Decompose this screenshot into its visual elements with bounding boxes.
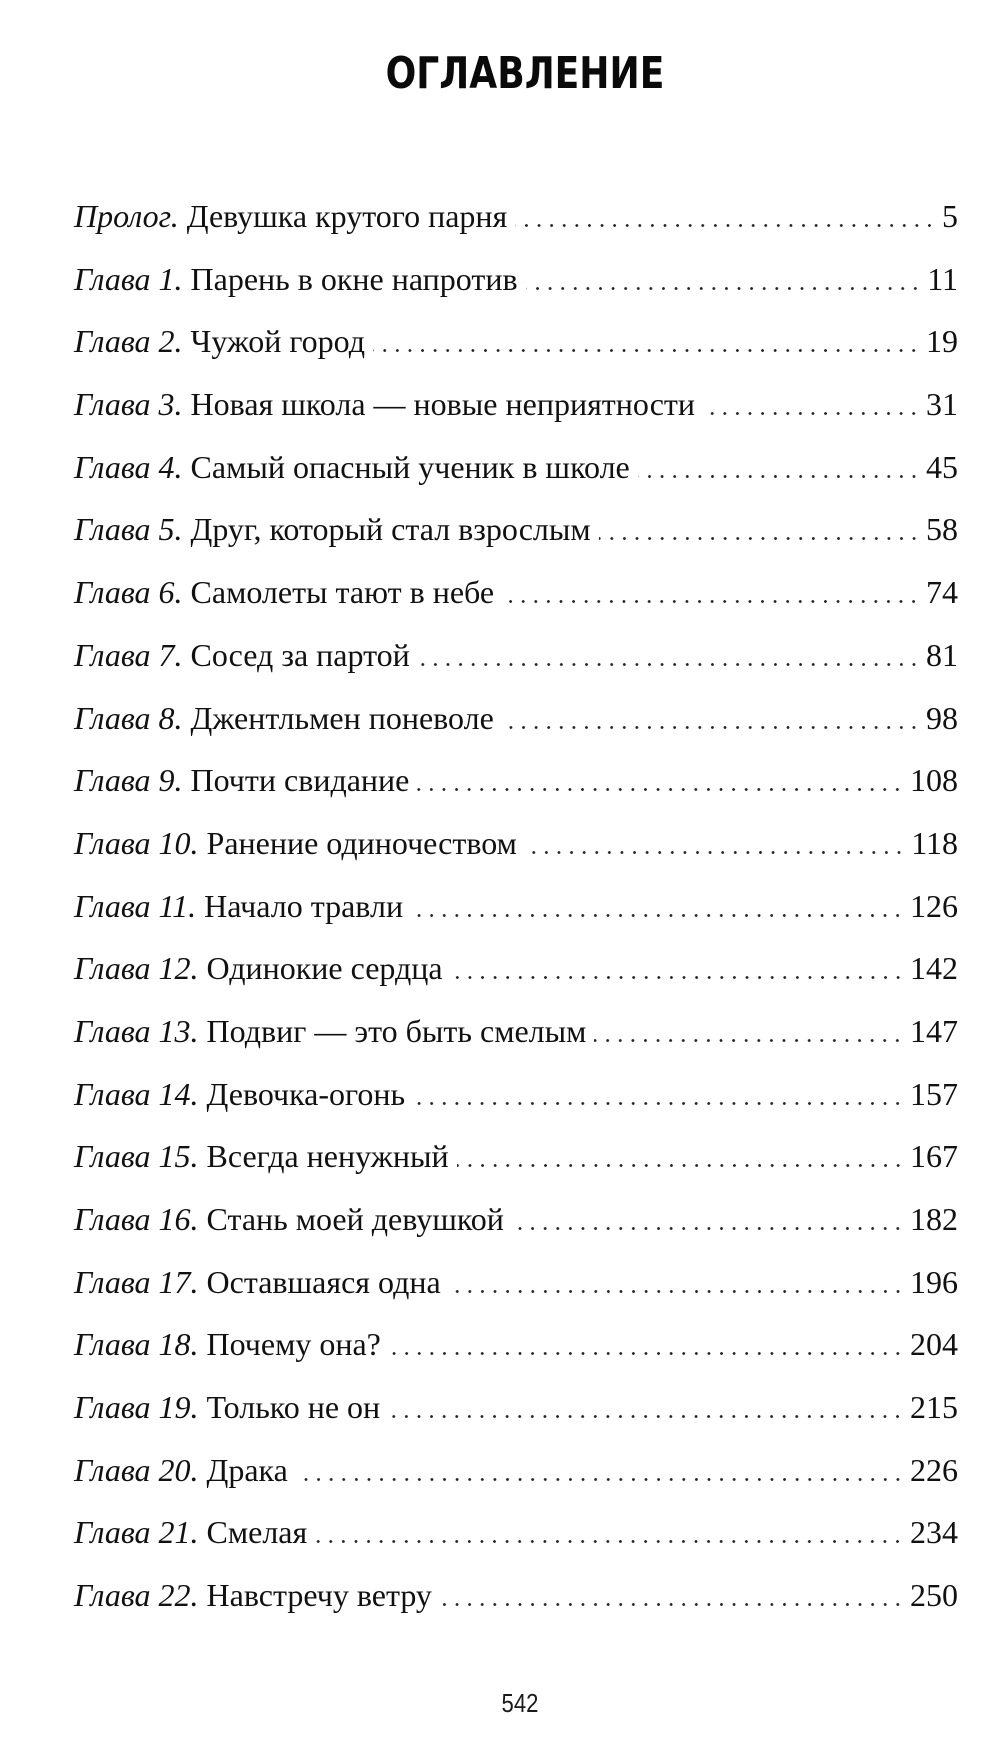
dot-leader <box>703 405 920 415</box>
page-folio-number: 542 <box>501 1688 539 1718</box>
page-number: 182 <box>910 1201 958 1237</box>
chapter-label: Глава 12. <box>74 950 199 987</box>
toc-entry-chapter-10[interactable] <box>74 823 958 886</box>
chapter-label: Глава 18. <box>74 1326 199 1363</box>
toc-entry-chapter-8[interactable] <box>74 698 958 761</box>
chapter-label: Глава 8. <box>74 699 183 736</box>
toc-entry-chapter-6[interactable] <box>74 572 958 635</box>
chapter-title: Парень в окне напротив <box>190 260 518 297</box>
page-number: 81 <box>926 636 958 673</box>
chapter-label: Глава 15. <box>74 1138 199 1175</box>
chapter-title: Смелая <box>206 1514 308 1551</box>
toc-entry-chapter-20[interactable] <box>74 1450 958 1513</box>
dot-leader <box>315 1533 904 1543</box>
toc-entry-chapter-13[interactable] <box>74 1011 958 1074</box>
toc-entry-prologue[interactable] <box>74 196 958 259</box>
toc-entry-chapter-11[interactable] <box>74 886 958 949</box>
page-number: 147 <box>910 1012 958 1049</box>
chapter-label: Пролог. <box>74 198 179 234</box>
dot-leader <box>638 468 920 478</box>
page-number: 204 <box>910 1326 958 1363</box>
page-number: 196 <box>910 1263 958 1300</box>
page-number: 98 <box>926 699 958 736</box>
page-number: 5 <box>942 198 958 234</box>
dot-leader <box>449 1283 904 1293</box>
toc-entry-chapter-4[interactable] <box>74 447 958 510</box>
chapter-label: Глава 17. <box>74 1263 199 1300</box>
chapter-label: Глава 13. <box>74 1012 199 1049</box>
chapter-label: Глава 9. <box>74 762 183 799</box>
chapter-label: Глава 5. <box>74 511 183 548</box>
page-number: 108 <box>910 762 958 799</box>
toc-entry-chapter-2[interactable] <box>74 321 958 384</box>
dot-leader <box>417 781 904 791</box>
chapter-title: Драка <box>206 1451 288 1488</box>
chapter-title: Самый опасный ученик в школе <box>190 448 630 485</box>
chapter-label: Глава 6. <box>74 574 183 611</box>
dot-leader <box>411 907 904 917</box>
toc-entry-chapter-21[interactable] <box>74 1512 958 1575</box>
page-title: ОГЛАВЛЕНИЕ <box>385 48 665 99</box>
page-number: 45 <box>926 448 958 485</box>
dot-leader <box>599 530 920 540</box>
chapter-title: Почему она? <box>206 1326 381 1363</box>
toc-entry-chapter-19[interactable] <box>74 1387 958 1450</box>
chapter-label: Глава 20. <box>74 1451 199 1488</box>
chapter-title: Самолеты тают в небе <box>190 574 495 611</box>
chapter-label: Глава 16. <box>74 1201 199 1237</box>
dot-leader <box>512 1220 904 1230</box>
toc-entry-chapter-7[interactable] <box>74 635 958 698</box>
toc-entry-chapter-16[interactable] <box>74 1199 958 1262</box>
chapter-title: Оставшаяся одна <box>206 1263 441 1300</box>
chapter-title: Ранение одиночеством <box>206 824 517 861</box>
chapter-label: Глава 11. <box>74 887 197 924</box>
toc-entry-chapter-18[interactable] <box>74 1324 958 1387</box>
page-number: 19 <box>926 323 958 360</box>
chapter-label: Глава 19. <box>74 1389 199 1426</box>
page-number: 250 <box>910 1577 958 1614</box>
chapter-title: Почти свидание <box>190 762 410 799</box>
dot-leader <box>440 1596 904 1606</box>
toc-entry-chapter-22[interactable] <box>74 1575 958 1638</box>
dot-leader <box>451 969 904 979</box>
chapter-title: Подвиг — это быть смелым <box>206 1012 587 1049</box>
dot-leader <box>594 1032 904 1042</box>
dot-leader <box>457 1157 904 1167</box>
dot-leader <box>515 217 936 227</box>
chapter-title: Только не он <box>206 1389 381 1426</box>
chapter-label: Глава 2. <box>74 323 183 360</box>
chapter-title: Джентльмен поневоле <box>190 699 494 736</box>
chapter-title: Навстречу ветру <box>206 1577 432 1614</box>
chapter-label: Глава 7. <box>74 636 183 673</box>
toc-entry-chapter-12[interactable] <box>74 948 958 1011</box>
table-of-contents <box>74 196 958 1638</box>
page-number: 74 <box>926 574 958 611</box>
page-number: 126 <box>910 887 958 924</box>
chapter-title: Стань моей девушкой <box>206 1201 504 1237</box>
toc-entry-chapter-5[interactable] <box>74 509 958 572</box>
page-number: 215 <box>910 1389 958 1426</box>
dot-leader <box>418 656 920 666</box>
chapter-title: Девушка крутого парня <box>186 198 508 234</box>
toc-entry-chapter-1[interactable] <box>74 259 958 322</box>
chapter-label: Глава 10. <box>74 824 199 861</box>
dot-leader <box>373 342 920 352</box>
page-number: 11 <box>927 260 958 297</box>
chapter-label: Глава 3. <box>74 386 183 423</box>
toc-entry-chapter-17[interactable] <box>74 1262 958 1325</box>
chapter-title: Новая школа — новые неприятности <box>190 386 695 423</box>
toc-entry-chapter-14[interactable] <box>74 1074 958 1137</box>
page-number: 157 <box>910 1075 958 1112</box>
chapter-label: Глава 21. <box>74 1514 199 1551</box>
chapter-title: Начало травли <box>204 887 404 924</box>
chapter-title: Чужой город <box>190 323 366 360</box>
page-number: 167 <box>910 1138 958 1175</box>
chapter-title: Девочка-огонь <box>206 1075 406 1112</box>
chapter-title: Всегда ненужный <box>206 1138 449 1175</box>
toc-entry-chapter-9[interactable] <box>74 760 958 823</box>
page-number: 226 <box>910 1451 958 1488</box>
chapter-label: Глава 4. <box>74 448 183 485</box>
dot-leader <box>388 1408 904 1418</box>
toc-entry-chapter-15[interactable] <box>74 1136 958 1199</box>
dot-leader <box>389 1345 904 1355</box>
toc-entry-chapter-3[interactable] <box>74 384 958 447</box>
dot-leader <box>502 719 920 729</box>
dot-leader <box>502 593 920 603</box>
chapter-label: Глава 22. <box>74 1577 199 1614</box>
dot-leader <box>296 1471 904 1481</box>
page-number: 118 <box>911 824 958 861</box>
dot-leader <box>413 1095 904 1105</box>
chapter-title: Сосед за партой <box>190 636 410 673</box>
chapter-label: Глава 1. <box>74 260 183 297</box>
page-number: 142 <box>910 950 958 987</box>
dot-leader <box>526 280 922 290</box>
page-number: 58 <box>926 511 958 548</box>
page-number: 31 <box>926 386 958 423</box>
chapter-title: Друг, который стал взрослым <box>190 511 591 548</box>
chapter-label: Глава 14. <box>74 1075 199 1112</box>
dot-leader <box>525 844 905 854</box>
chapter-title: Одинокие сердца <box>206 950 443 987</box>
page-number: 234 <box>910 1514 958 1551</box>
